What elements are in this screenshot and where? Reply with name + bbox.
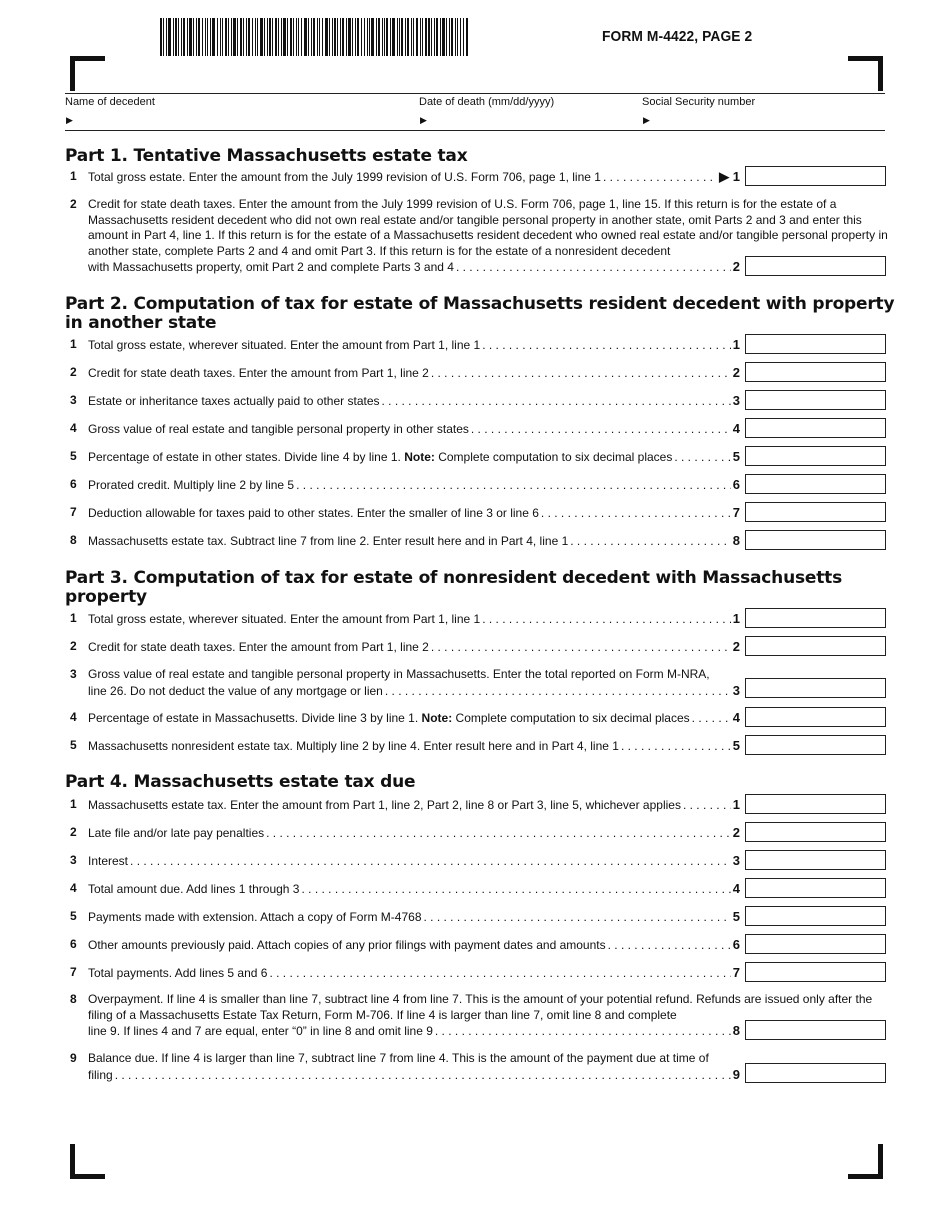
line-number: 9	[70, 1051, 77, 1065]
line-number: 5	[70, 449, 77, 463]
leader-dots	[621, 739, 731, 755]
line-number: 4	[70, 710, 77, 724]
line-number: 2	[70, 365, 77, 379]
part2-line1-amount[interactable]	[745, 334, 886, 354]
leader-dots	[115, 1068, 731, 1084]
line-end-number: 5	[732, 738, 740, 753]
line-text-cont: filing	[88, 1067, 113, 1082]
line-text: Payments made with extension. Attach a copy of Form M-4768	[88, 910, 422, 924]
line-end-number: 2	[732, 639, 740, 654]
line-text: Gross value of real estate and tangible personal property in Massachusetts. Enter the total reported on Form M-NRA,	[88, 667, 710, 681]
leader-dots	[541, 506, 731, 522]
part4-line6-amount[interactable]	[745, 934, 886, 954]
line-end-number: 6	[732, 477, 740, 492]
leader-dots	[570, 534, 731, 550]
note-label: Note:	[404, 450, 435, 464]
line-text: Overpayment. If line 4 is smaller than line 7, subtract line 4 from line 7. This is the amount of your potential refund. Refunds are issued only after the filing of a Massachusetts Estate Tax Return, Form M-706. If line 4 is larger than line 7, omit line 8 and complete	[88, 992, 873, 1022]
barcode	[160, 18, 470, 56]
line-number: 2	[70, 825, 77, 839]
leader-dots	[683, 798, 731, 814]
leader-dots	[692, 711, 731, 727]
leader-dots	[482, 338, 731, 354]
part4-line1-amount[interactable]	[745, 794, 886, 814]
line-text: Estate or inheritance taxes actually paid to other states	[88, 394, 380, 408]
part4-line5-amount[interactable]	[745, 906, 886, 926]
line-text: Interest	[88, 854, 129, 868]
decedent-name-field[interactable]: ▶	[66, 115, 73, 125]
line-text: Credit for state death taxes. Enter the amount from the July 1999 revision of U.S. Form 706, page 1, line 15. If this return is for the estate of a Massachusetts resident decedent who did not own real estate and/or tangible personal property in another state, omit Parts 2 and 3 and enter this amount in Part 4, line 1. If this return is for the estate of a Massachusetts resident decedent who owned real estate and/or tangible personal property in another state, complete Parts 2 and 4 and omit Part 3. If this return is for the estate of a nonresident decedent	[88, 197, 888, 258]
part2-line6-amount[interactable]	[745, 474, 886, 494]
part4-line9-amount[interactable]	[745, 1063, 886, 1083]
leader-dots	[674, 450, 730, 466]
leader-dots	[603, 170, 717, 186]
line-end-number: 2	[732, 259, 740, 274]
line-end-number: 5	[732, 909, 740, 924]
line-end-number: ▶ 1	[719, 169, 740, 184]
part4-line3-amount[interactable]	[745, 850, 886, 870]
part3-line1-amount[interactable]	[745, 608, 886, 628]
leader-dots	[424, 910, 731, 926]
line-end-number: 4	[732, 881, 740, 896]
line-text: Prorated credit. Multiply line 2 by line 5	[88, 478, 295, 492]
line-number: 6	[70, 477, 77, 491]
line-text: Credit for state death taxes. Enter the amount from Part 1, line 2	[88, 640, 429, 654]
part2-line7-amount[interactable]	[745, 502, 886, 522]
line-number: 8	[70, 992, 77, 1006]
line-text: Deduction allowable for taxes paid to other states. Enter the smaller of line 3 or line 6	[88, 506, 539, 520]
leader-dots	[301, 882, 730, 898]
line-end-number: 1	[732, 611, 740, 626]
leader-dots	[456, 260, 731, 276]
leader-dots	[130, 854, 731, 870]
part4-line4-amount[interactable]	[745, 878, 886, 898]
part4-title: Part 4. Massachusetts estate tax due	[65, 772, 416, 792]
part2-line3-amount[interactable]	[745, 390, 886, 410]
line-number: 3	[70, 667, 77, 681]
line-text: Total payments. Add lines 5 and 6	[88, 966, 268, 980]
leader-dots	[382, 394, 731, 410]
ssn-field[interactable]: ▶	[643, 115, 650, 125]
line-number: 7	[70, 965, 77, 979]
ssn-label: Social Security number	[642, 96, 756, 108]
line-text: Percentage of estate in Massachusetts. Divide line 3 by line 1.	[88, 711, 419, 725]
line-number: 4	[70, 881, 77, 895]
leader-dots	[296, 478, 731, 494]
line-text-cont: with Massachusetts property, omit Part 2 and complete Parts 3 and 4	[88, 260, 454, 274]
leader-dots	[435, 1024, 731, 1040]
line-number: 2	[70, 639, 77, 653]
line-end-number: 2	[732, 825, 740, 840]
note-text: Complete computation to six decimal places	[455, 711, 690, 725]
registration-corner-bottom-left	[70, 1144, 105, 1179]
line-text: Credit for state death taxes. Enter the amount from Part 1, line 2	[88, 366, 429, 380]
part3-line5-amount[interactable]	[745, 735, 886, 755]
form-title: FORM M-4422, PAGE 2	[602, 28, 753, 45]
line-number: 5	[70, 909, 77, 923]
date-of-death-label: Date of death (mm/dd/yyyy)	[419, 96, 555, 108]
decedent-name-label: Name of decedent	[65, 96, 155, 108]
part3-line4-amount[interactable]	[745, 707, 886, 727]
line-end-number: 3	[732, 393, 740, 408]
line-number: 5	[70, 738, 77, 752]
line-text: Massachusetts nonresident estate tax. Multiply line 2 by line 4. Enter result here and in Part 4, line 1	[88, 739, 619, 753]
line-text: Other amounts previously paid. Attach copies of any prior filings with payment dates and amounts	[88, 938, 606, 952]
part2-title: Part 2. Computation of tax for estate of Massachusetts resident decedent with property in another state	[65, 294, 895, 333]
line-end-number: 4	[732, 710, 740, 725]
line-end-number: 7	[732, 505, 740, 520]
line-end-number: 3	[732, 682, 740, 698]
line-text: Total gross estate. Enter the amount from the July 1999 revision of U.S. Form 706, page 1, line 1	[88, 170, 601, 184]
line-number: 2	[70, 197, 77, 211]
leader-dots	[608, 938, 731, 954]
line-text: Percentage of estate in other states. Divide line 4 by line 1.	[88, 450, 401, 464]
line-text: Total gross estate, wherever situated. Enter the amount from Part 1, line 1	[88, 338, 481, 352]
part1-line2-amount[interactable]	[745, 256, 886, 276]
line-text-cont: line 26. Do not deduct the value of any mortgage or lien	[88, 683, 383, 698]
leader-dots	[385, 684, 731, 700]
id-top-rule	[65, 93, 885, 94]
line-number: 3	[70, 853, 77, 867]
leader-dots	[431, 366, 731, 382]
line-end-number: 8	[732, 1023, 740, 1038]
id-bottom-rule	[65, 130, 885, 131]
line-text: Massachusetts estate tax. Subtract line 7 from line 2. Enter result here and in Part 4, line 1	[88, 534, 569, 548]
line-end-number: 8	[732, 533, 740, 548]
line-number: 1	[70, 169, 77, 183]
leader-dots	[266, 826, 731, 842]
part2-line5-amount[interactable]	[745, 446, 886, 466]
part1-title: Part 1. Tentative Massachusetts estate tax	[65, 146, 468, 166]
line-end-number: 7	[732, 965, 740, 980]
line-end-number: 1	[732, 337, 740, 352]
note-label: Note:	[421, 711, 453, 725]
part3-line3-amount[interactable]	[745, 678, 886, 698]
leader-dots	[471, 422, 731, 438]
registration-corner-top-right	[848, 56, 883, 91]
line-text: Massachusetts estate tax. Enter the amount from Part 1, line 2, Part 2, line 8 or Part 3, line 5, whichever applies	[88, 798, 681, 812]
part4-line8-amount[interactable]	[745, 1020, 886, 1040]
line-end-number: 2	[732, 365, 740, 380]
line-text: Late file and/or late pay penalties	[88, 826, 265, 840]
line-end-number: 4	[732, 421, 740, 436]
part3-line2-amount[interactable]	[745, 636, 886, 656]
line-end-number: 6	[732, 937, 740, 952]
leader-dots	[431, 640, 731, 656]
registration-corner-bottom-right	[848, 1144, 883, 1179]
line-number: 8	[70, 533, 77, 547]
registration-corner-top-left	[70, 56, 105, 91]
part2-line4-amount[interactable]	[745, 418, 886, 438]
leader-dots	[269, 966, 730, 982]
line-text: Balance due. If line 4 is larger than line 7, subtract line 7 from line 4. This is the amount of the payment due at time of	[88, 1051, 709, 1065]
line-end-number: 3	[732, 853, 740, 868]
line-end-number: 1	[732, 797, 740, 812]
line-text: Total amount due. Add lines 1 through 3	[88, 882, 300, 896]
part4-line2-amount[interactable]	[745, 822, 886, 842]
line-number: 4	[70, 421, 77, 435]
line-text: Gross value of real estate and tangible personal property in other states	[88, 422, 469, 436]
line-end-number: 5	[732, 449, 740, 464]
line-number: 1	[70, 337, 77, 351]
line-number: 7	[70, 505, 77, 519]
part2-line8-amount[interactable]	[745, 530, 886, 550]
line-text: Total gross estate, wherever situated. Enter the amount from Part 1, line 1	[88, 612, 481, 626]
line-number: 1	[70, 611, 77, 625]
part1-line1-amount[interactable]	[745, 166, 886, 186]
line-number: 6	[70, 937, 77, 951]
leader-dots	[482, 612, 731, 628]
note-text: Complete computation to six decimal places	[438, 450, 673, 464]
part3-title: Part 3. Computation of tax for estate of nonresident decedent with Massachusetts property	[65, 568, 842, 607]
part2-line2-amount[interactable]	[745, 362, 886, 382]
line-end-number: 9	[732, 1066, 740, 1082]
part4-line7-amount[interactable]	[745, 962, 886, 982]
date-of-death-field[interactable]: ▶	[420, 115, 427, 125]
line-number: 1	[70, 797, 77, 811]
line-number: 3	[70, 393, 77, 407]
line-text-cont: line 9. If lines 4 and 7 are equal, enter “0” in line 8 and omit line 9	[88, 1024, 433, 1038]
